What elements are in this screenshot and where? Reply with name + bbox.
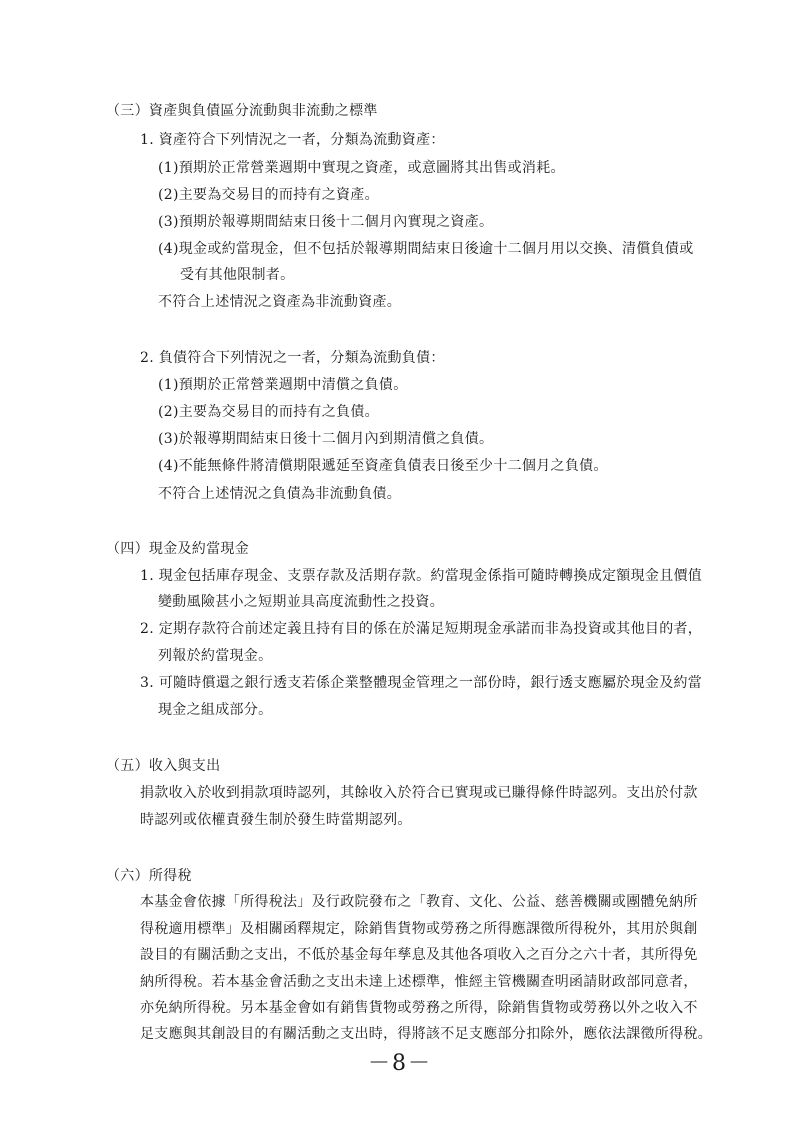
section-3-heading: （三）資產與負債區分流動與非流動之標準 [106,103,378,119]
liabilities-item-4: (4)不能無條件將清償期限遞延至資產負債表日後至少十二個月之負債。 [158,458,608,474]
liabilities-item-1: (1)預期於正常營業週期中清償之負債。 [158,377,408,393]
cash-line-2: 變動風險甚小之短期並具高度流動性之投資。 [158,594,444,610]
cash-line-4: 列報於約當現金。 [158,648,273,664]
page-number: －8－ [368,1051,432,1076]
cash-line-5: 3. 可隨時償還之銀行透支若係企業整體現金管理之一部份時，銀行透支應屬於現金及約當 [140,675,703,691]
assets-intro: 1. 資產符合下列情況之一者，分類為流動資產： [140,132,445,148]
assets-item-2: (2)主要為交易目的而持有之資產。 [158,187,379,203]
assets-item-4: (4)現金或約當現金，但不包括於報導期間結束日後逾十二個月用以交換、清償負債或 [158,241,694,257]
tax-line-4: 納所得稅。若本基金會活動之支出未達上述標準，惟經主管機關查明函請財政部同意者， [140,974,698,990]
tax-line-5: 亦免納所得稅。另本基金會如有銷售貨物或勞務之所得，除銷售貨物或勞務以外之收入不 [140,1000,698,1016]
section-5-heading: （五）收入與支出 [106,758,221,774]
cash-line-3: 2. 定期存款符合前述定義且持有目的係在於滿足短期現金承諾而非為投資或其他目的者， [140,621,703,637]
liabilities-item-2: (2)主要為交易目的而持有之負債。 [158,404,379,420]
income-line-2: 時認列或依權責發生制於發生時當期認列。 [140,812,412,828]
liabilities-item-3: (3)於報導期間結束日後十二個月內到期清償之負債。 [158,431,494,447]
tax-line-6: 足支應與其創設目的有關活動之支出時，得將該不足支應部分扣除外，應依法課徵所得稅。 [140,1026,712,1042]
section-4-heading: （四）現金及約當現金 [106,541,249,557]
section-6-heading: （六）所得稅 [106,868,192,884]
tax-line-2: 得稅適用標準」及相關函釋規定，除銷售貨物或勞務之所得應課徵所得稅外，其用於與創 [140,921,698,937]
tax-line-3: 設目的有關活動之支出，不低於基金每年孳息及其他各項收入之百分之六十者，其所得免 [140,947,698,963]
tax-line-1: 本基金會依據「所得稅法」及行政院發布之「教育、文化、公益、慈善機關或團體免納所 [140,894,698,910]
income-line-1: 捐款收入於收到捐款項時認列，其餘收入於符合已實現或已賺得條件時認列。支出於付款 [140,785,698,801]
liabilities-intro: 2. 負債符合下列情況之一者，分類為流動負債： [140,350,445,366]
cash-line-6: 現金之組成部分。 [158,702,273,718]
cash-line-1: 1. 現金包括庫存現金、支票存款及活期存款。約當現金係指可隨時轉換成定額現金且價值 [140,568,703,584]
assets-item-3: (3)預期於報導期間結束日後十二個月內實現之資產。 [158,214,494,230]
assets-closing: 不符合上述情況之資產為非流動資產。 [158,294,402,310]
liabilities-closing: 不符合上述情況之負債為非流動負債。 [158,486,402,502]
assets-item-4-cont: 受有其他限制者。 [180,267,295,283]
assets-item-1: (1)預期於正常營業週期中實現之資產，或意圖將其出售或消耗。 [158,160,565,176]
